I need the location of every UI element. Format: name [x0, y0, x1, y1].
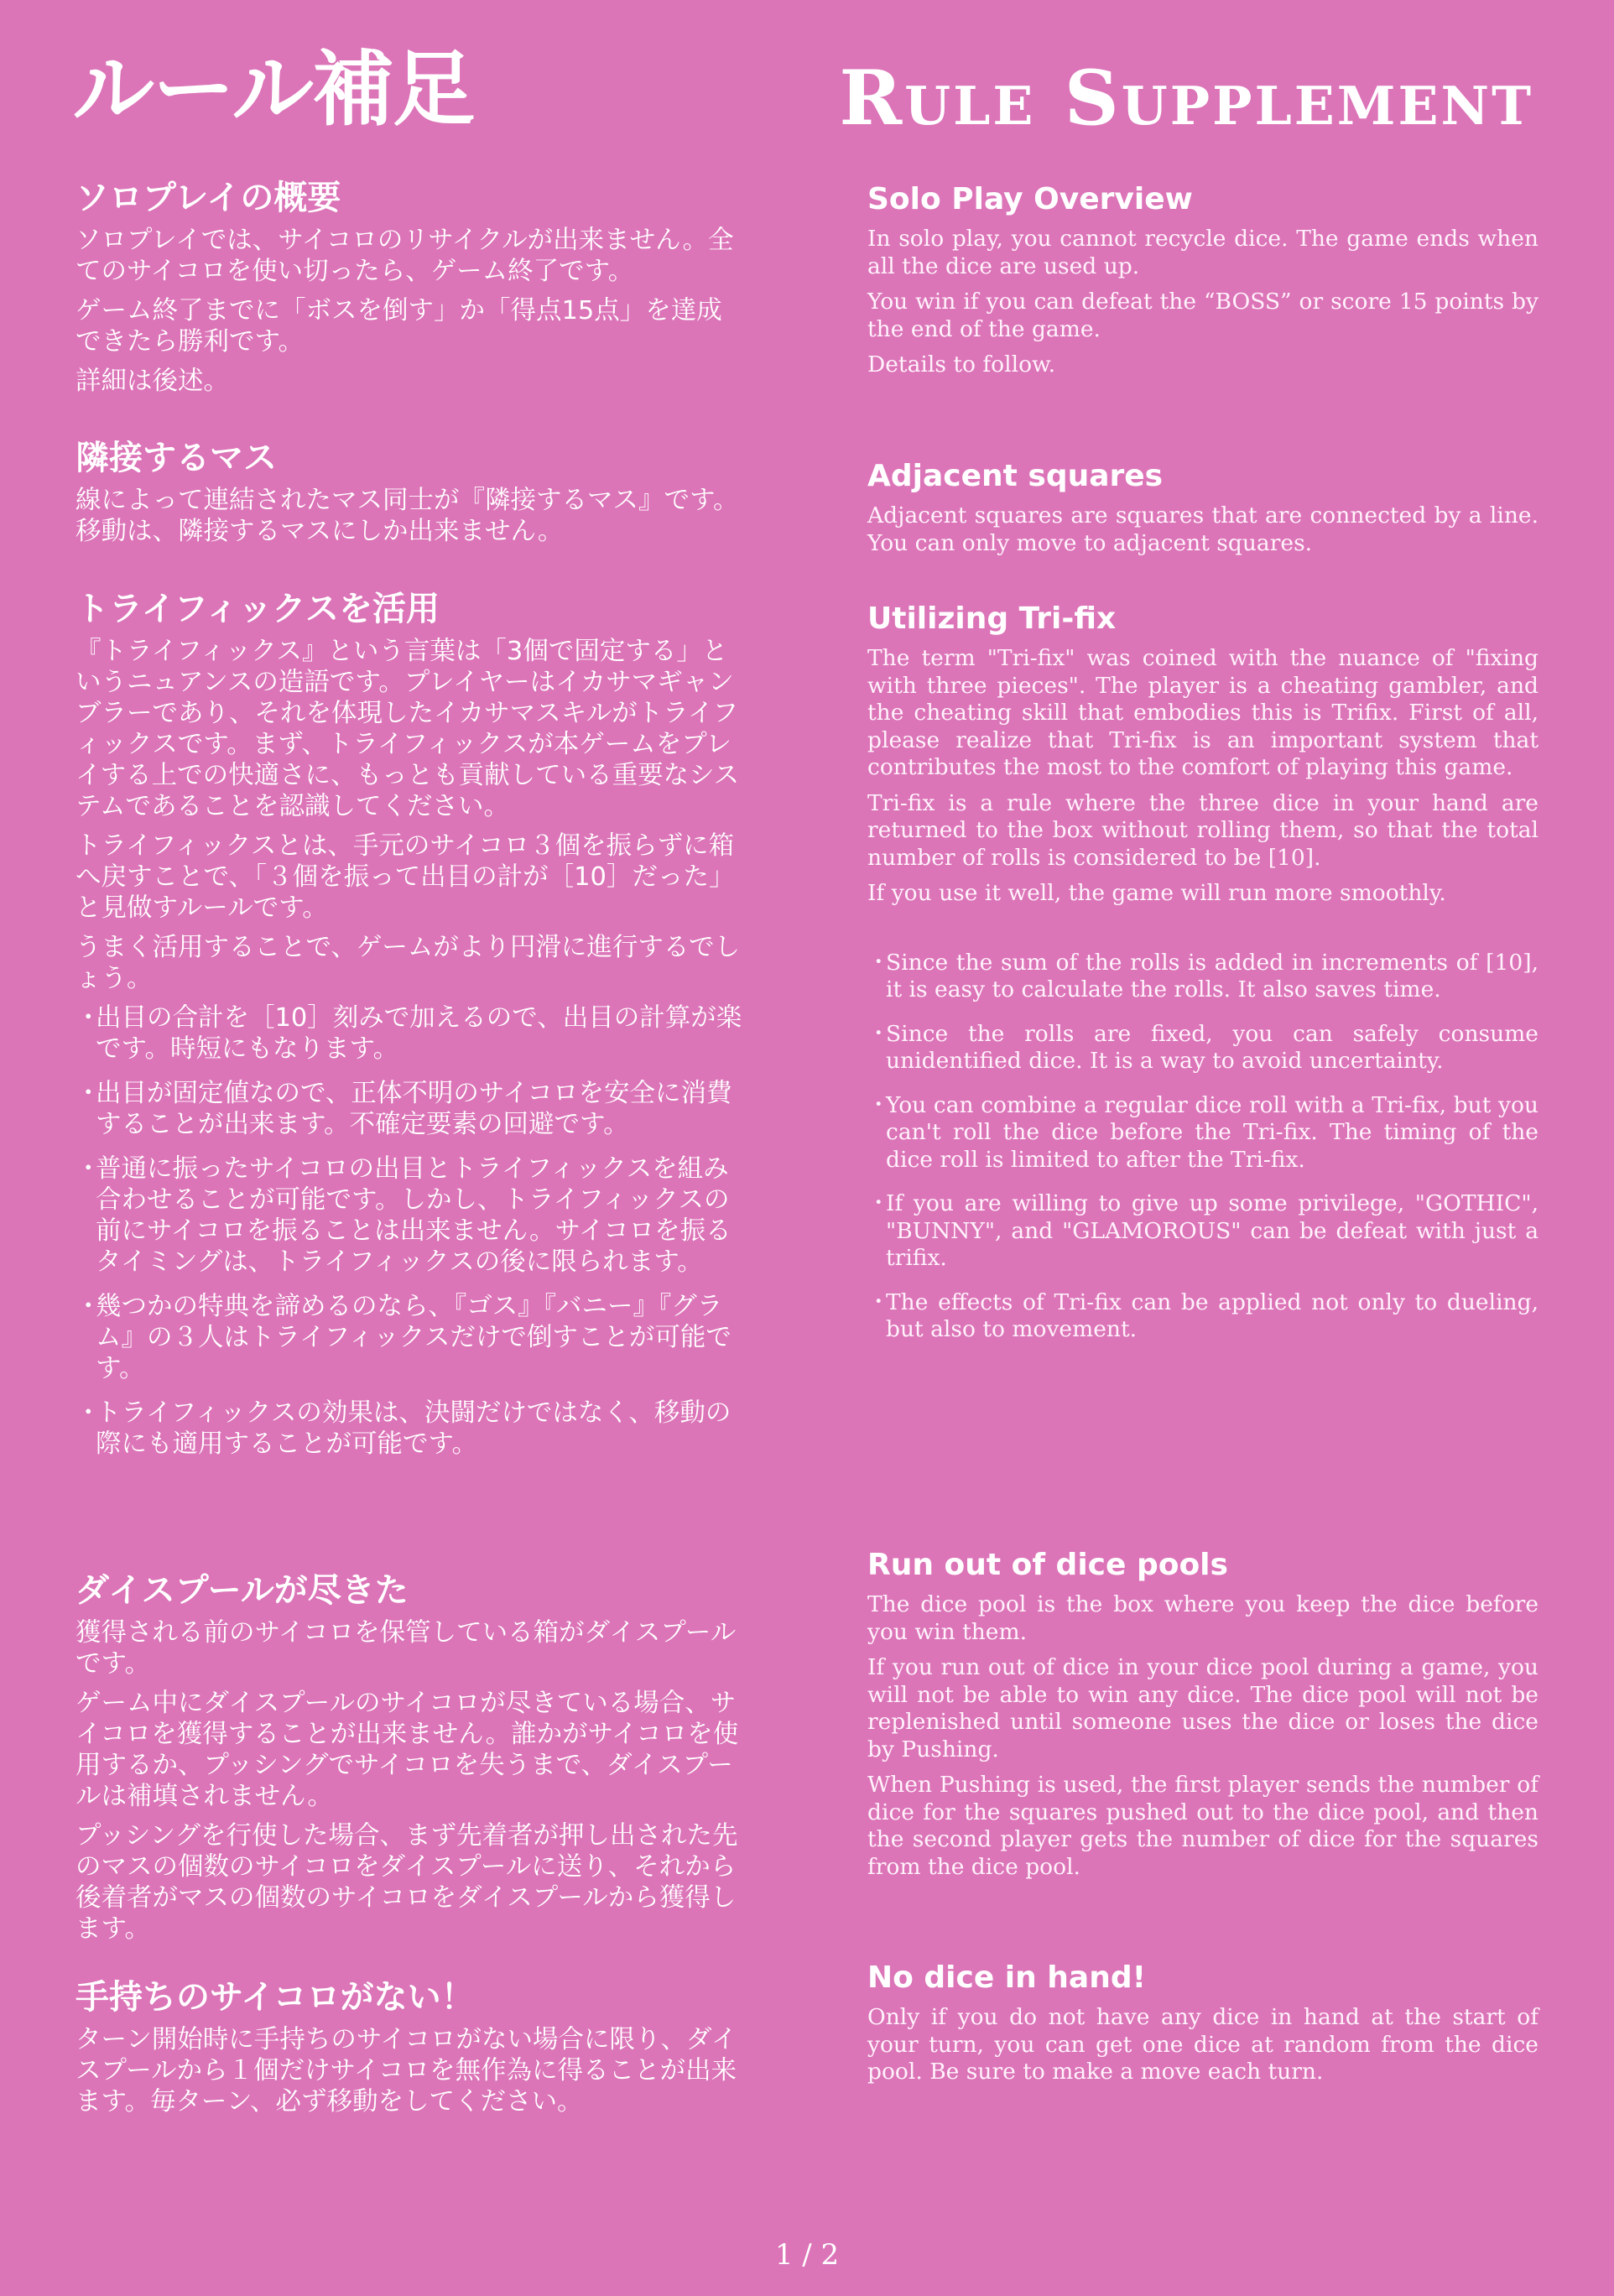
paragraph: 線によって連結されたマス同士が『隣接するマス』です。移動は、隣接するマスにしか出来ません。 [75, 486, 739, 546]
paragraph: Adjacent squares are squares that are connected by a line. You can only move to adjacent squares. [867, 502, 1539, 556]
section-heading: ダイスプールが尽きた [75, 1571, 409, 1610]
list-item-text: Since the sum of the rolls is added in increments of [10], it is easy to calculate the rolls. It also saves time. [886, 949, 1539, 1003]
list-item [867, 1092, 1539, 1174]
list-item-text: トライフィックスの効果は、決闘だけではなく、移動の際にも適用することが可能です。 [96, 1398, 732, 1459]
page-title-ja: ルール補足 [72, 42, 474, 138]
list-item [75, 1002, 747, 1065]
list-item [867, 1289, 1539, 1344]
section-heading: Solo Play Overview [867, 182, 1193, 216]
list-item [75, 1153, 747, 1278]
section-pool-en [867, 1547, 1539, 1889]
list-item [75, 1078, 747, 1140]
paragraph: If you use it well, the game will run more smoothly. [867, 880, 1446, 907]
section-adjacent-ja [75, 438, 747, 555]
list-item-text: You can combine a regular dice roll with a Tri-fix, but you can't roll the dice before the Tri-fix. The timing of the dice roll is limited to after the Tri-fix. [886, 1091, 1539, 1173]
list-item [867, 1190, 1539, 1273]
paragraph: Details to follow. [867, 351, 1056, 378]
section-trifix-ja [75, 589, 747, 1473]
list-item-text: 出目が固定値なので、正体不明のサイコロを安全に消費することが出来ます。不確定要素の回避です。 [96, 1079, 732, 1139]
paragraph: プッシングを行使した場合、まず先着者が押し出された先のマスの個数のサイコロをダイスプールに送り、それから後着者がマスの個数のサイコロをダイスプールから獲得します。 [75, 1821, 738, 1944]
section-heading: Run out of dice pools [867, 1548, 1228, 1582]
section-heading: Adjacent squares [867, 459, 1164, 493]
paragraph: Tri-fix is a rule where the three dice in your hand are returned to the box without rolling them, so that the total number of rolls is considered to be [10]. [867, 789, 1539, 871]
paragraph: ターン開始時に手持ちのサイコロがない場合に限り、ダイスプールから１個だけサイコロを無作為に得ることが出来ます。毎ターン、必ず移動をしてください。 [75, 2025, 737, 2116]
section-solo-en [867, 181, 1539, 388]
section-heading: 手持ちのサイコロがない！ [75, 1978, 475, 2017]
section-heading: No dice in hand! [867, 1960, 1147, 1995]
section-adjacent-en [867, 458, 1539, 565]
bullet-list [867, 950, 1539, 1344]
paragraph: The term "Tri-fix" was coined with the nuance of "fixing with three pieces". The player is a cheating gambler, and the cheating skill that embodies this is Trifix. First of all, please realize that Tri-fix is an important system that contributes the most to the comfort of playing this game. [867, 645, 1539, 781]
paragraph: You win if you can defeat the “BOSS” or score 15 points by the end of the game. [867, 289, 1539, 342]
paragraph: When Pushing is used, the first player sends the number of dice for the squares pushed out to the dice pool, and then the second player gets the number of dice for the squares from the dice pool. [867, 1772, 1539, 1880]
paragraph: ゲーム終了までに「ボスを倒す」か「得点15点」を達成できたら勝利です。 [75, 296, 722, 357]
bullet-mark: ・ [75, 1398, 102, 1428]
bullet-mark: ・ [75, 1003, 102, 1033]
bullet-mark: ・ [75, 1292, 102, 1321]
bullet-list [75, 1002, 747, 1460]
list-item [75, 1291, 747, 1384]
page-number: 1 / 2 [774, 2238, 840, 2272]
bullet-mark: ・ [867, 1091, 890, 1118]
paragraph: Only if you do not have any dice in hand at the start of your turn, you can get one dice at random from the dice pool. Be sure to make a move each turn. [867, 2004, 1539, 2085]
list-item-text: 幾つかの特典を諦めるのなら、『ゴス』『バニー』『グラム』の３人はトライフィックスだけで倒すことが可能です。 [96, 1292, 732, 1383]
list-item-text: Since the rolls are fixed, you can safely consume unidentified dice. It is a way to avoid uncertainty. [886, 1020, 1539, 1075]
paragraph: If you run out of dice in your dice pool during a game, you will not be able to win any dice. The dice pool will not be replenished until someone uses the dice or loses the dice by Pushing. [867, 1654, 1539, 1762]
section-solo-ja [75, 178, 747, 405]
bullet-mark: ・ [867, 1289, 890, 1315]
bullet-mark: ・ [867, 1020, 890, 1047]
section-pool-ja [75, 1570, 747, 1953]
bullet-mark: ・ [867, 949, 890, 976]
list-item-text: 出目の合計を［10］刻みで加えるので、出目の計算が楽です。時短にもなります。 [96, 1003, 742, 1064]
section-trifix-en [867, 601, 1539, 1361]
list-item-text: If you are willing to give up some privilege, "GOTHIC", "BUNNY", and "GLAMOROUS" can be defeat with just a trifix. [886, 1190, 1539, 1272]
paragraph: ゲーム中にダイスプールのサイコロが尽きている場合、サイコロを獲得することが出来ません。誰かがサイコロを使用するか、プッシングでサイコロを失うまで、ダイスプールは補填されません。 [75, 1689, 739, 1811]
section-heading: Utilizing Tri-fix [867, 601, 1117, 636]
paragraph: In solo play, you cannot recycle dice. The game ends when all the dice are used up. [867, 226, 1539, 279]
list-item-text: 普通に振ったサイコロの出目とトライフィックスを組み合わせることが可能です。しかし、トライフィックスの前にサイコロを振ることは出来ません。サイコロを振るタイミングは、トライフィックスの後に限られます。 [96, 1154, 732, 1277]
section-heading: ソロプレイの概要 [75, 179, 341, 217]
paragraph: トライフィックスとは、手元のサイコロ３個を振らずに箱へ戻すことで、「３個を振って出目の計が［10］だった」と見做すルールです。 [75, 831, 735, 923]
paragraph: ソロプレイでは、サイコロのリサイクルが出来ません。全てのサイコロを使い切ったら、ゲーム終了です。 [75, 226, 734, 286]
page-title-en: Rule Supplement [839, 54, 1533, 143]
list-item [867, 950, 1539, 1004]
bullet-mark: ・ [75, 1154, 102, 1184]
list-item-text: The effects of Tri-fix can be applied not only to dueling, but also to movement. [886, 1289, 1539, 1343]
section-nodice-en [867, 1960, 1539, 2095]
paragraph: うまく活用することで、ゲームがより円滑に進行するでしょう。 [75, 933, 741, 993]
list-item [867, 1021, 1539, 1075]
list-item [75, 1398, 747, 1460]
section-heading: トライフィックスを活用 [75, 590, 440, 628]
paragraph: 詳細は後述。 [75, 367, 229, 396]
bullet-mark: ・ [867, 1190, 890, 1217]
section-nodice-ja [75, 1977, 747, 2126]
paragraph: 獲得される前のサイコロを保管している箱がダイスプールです。 [75, 1618, 737, 1679]
section-heading: 隣接するマス [75, 439, 277, 477]
paragraph: The dice pool is the box where you keep the dice before you win them. [867, 1591, 1539, 1645]
paragraph: 『トライフィックス』という言葉は「3個で固定する」というニュアンスの造語です。プレイヤーはイカサマギャンブラーであり、それを体現したイカサマスキルがトライフィックスです。まず、トライフィックスが本ゲームをプレイする上での快適さに、もっとも貢献している重要なシステムであることを認識してください。 [75, 637, 740, 821]
bullet-mark: ・ [75, 1079, 102, 1108]
